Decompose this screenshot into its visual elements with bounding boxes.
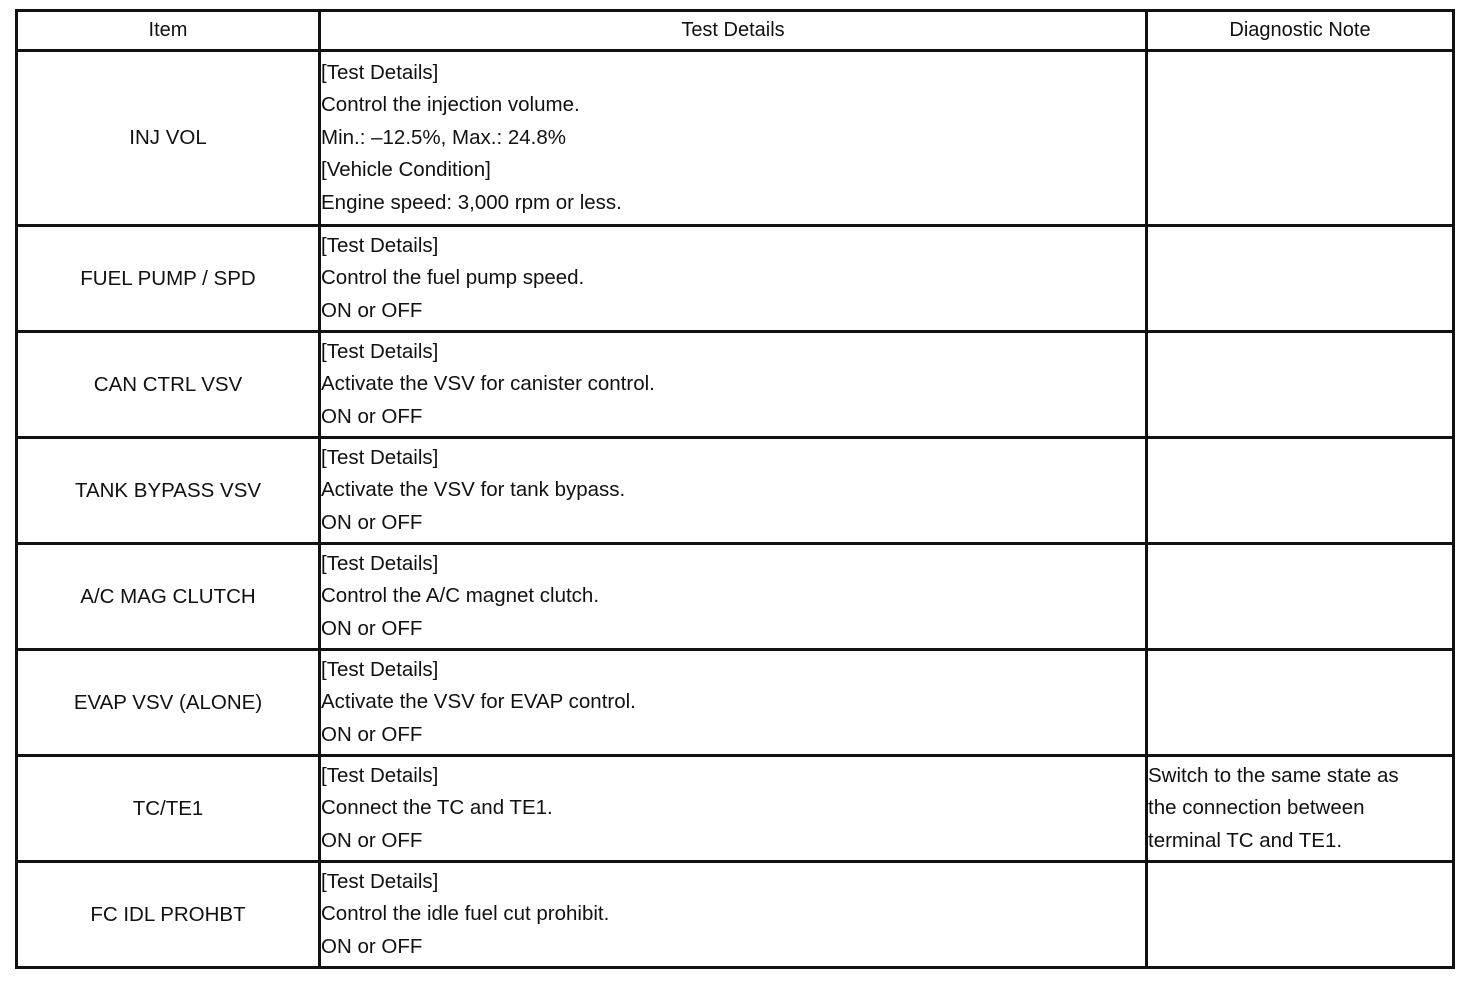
item-cell: EVAP VSV (ALONE) bbox=[17, 650, 320, 756]
detail-line: Activate the VSV for tank bypass. bbox=[321, 478, 626, 502]
header-diagnostic-note: Diagnostic Note bbox=[1147, 11, 1454, 51]
test-details-cell bbox=[320, 51, 1147, 226]
note-line: the connection between bbox=[1148, 796, 1365, 820]
detail-line: Control the fuel pump speed. bbox=[321, 266, 585, 290]
diagnostic-note-cell bbox=[1147, 332, 1454, 438]
detail-line: Engine speed: 3,000 rpm or less. bbox=[321, 190, 622, 214]
test-details-cell bbox=[320, 650, 1147, 756]
diagnostic-note-cell bbox=[1147, 862, 1454, 968]
detail-line: [Test Details] bbox=[321, 657, 439, 681]
test-details-cell bbox=[320, 756, 1147, 862]
detail-line: ON or OFF bbox=[321, 934, 423, 958]
diagnostic-note-cell bbox=[1147, 438, 1454, 544]
table-row bbox=[17, 862, 1454, 968]
test-details-cell bbox=[320, 862, 1147, 968]
item-cell: TC/TE1 bbox=[17, 756, 320, 862]
detail-line: [Test Details] bbox=[321, 551, 439, 575]
table-row bbox=[17, 332, 1454, 438]
table-row bbox=[17, 650, 1454, 756]
item-cell: TANK BYPASS VSV bbox=[17, 438, 320, 544]
diagnostic-note-cell bbox=[1147, 51, 1454, 226]
detail-line: [Test Details] bbox=[321, 763, 439, 787]
detail-line: Connect the TC and TE1. bbox=[321, 796, 553, 820]
table-row bbox=[17, 438, 1454, 544]
detail-line: Activate the VSV for EVAP control. bbox=[321, 690, 636, 714]
header-row bbox=[17, 11, 1454, 51]
item-cell: A/C MAG CLUTCH bbox=[17, 544, 320, 650]
diagnostic-note-cell bbox=[1147, 650, 1454, 756]
detail-line: ON or OFF bbox=[321, 510, 423, 534]
header-test-details: Test Details bbox=[320, 11, 1147, 51]
active-test-table-sheet bbox=[15, 9, 1452, 969]
detail-line: [Test Details] bbox=[321, 445, 439, 469]
detail-line: [Vehicle Condition] bbox=[321, 158, 491, 182]
table-row bbox=[17, 226, 1454, 332]
test-details-cell bbox=[320, 332, 1147, 438]
detail-line: [Test Details] bbox=[321, 233, 439, 257]
diagnostic-note-cell bbox=[1147, 226, 1454, 332]
detail-line: Control the A/C magnet clutch. bbox=[321, 584, 600, 608]
detail-line: ON or OFF bbox=[321, 298, 423, 322]
item-cell: FUEL PUMP / SPD bbox=[17, 226, 320, 332]
diagnostic-note-cell bbox=[1147, 544, 1454, 650]
item-cell: INJ VOL bbox=[17, 51, 320, 226]
detail-line: [Test Details] bbox=[321, 60, 439, 84]
note-line: Switch to the same state as bbox=[1148, 763, 1399, 787]
item-cell: CAN CTRL VSV bbox=[17, 332, 320, 438]
table-row bbox=[17, 544, 1454, 650]
detail-line: [Test Details] bbox=[321, 869, 439, 893]
detail-line: Control the idle fuel cut prohibit. bbox=[321, 902, 610, 926]
table-row bbox=[17, 51, 1454, 226]
detail-line: Activate the VSV for canister control. bbox=[321, 372, 655, 396]
test-details-cell bbox=[320, 226, 1147, 332]
detail-line: ON or OFF bbox=[321, 828, 423, 852]
detail-line: Min.: –12.5%, Max.: 24.8% bbox=[321, 125, 566, 149]
detail-line: [Test Details] bbox=[321, 339, 439, 363]
note-line: terminal TC and TE1. bbox=[1148, 828, 1343, 852]
header-item: Item bbox=[17, 11, 320, 51]
detail-line: ON or OFF bbox=[321, 722, 423, 746]
detail-line: ON or OFF bbox=[321, 404, 423, 428]
item-cell: FC IDL PROHBT bbox=[17, 862, 320, 968]
detail-line: ON or OFF bbox=[321, 616, 423, 640]
active-test-table bbox=[15, 9, 1455, 969]
test-details-cell bbox=[320, 544, 1147, 650]
table-row bbox=[17, 756, 1454, 862]
test-details-cell bbox=[320, 438, 1147, 544]
diagnostic-note-cell bbox=[1147, 756, 1454, 862]
detail-line: Control the injection volume. bbox=[321, 93, 580, 117]
